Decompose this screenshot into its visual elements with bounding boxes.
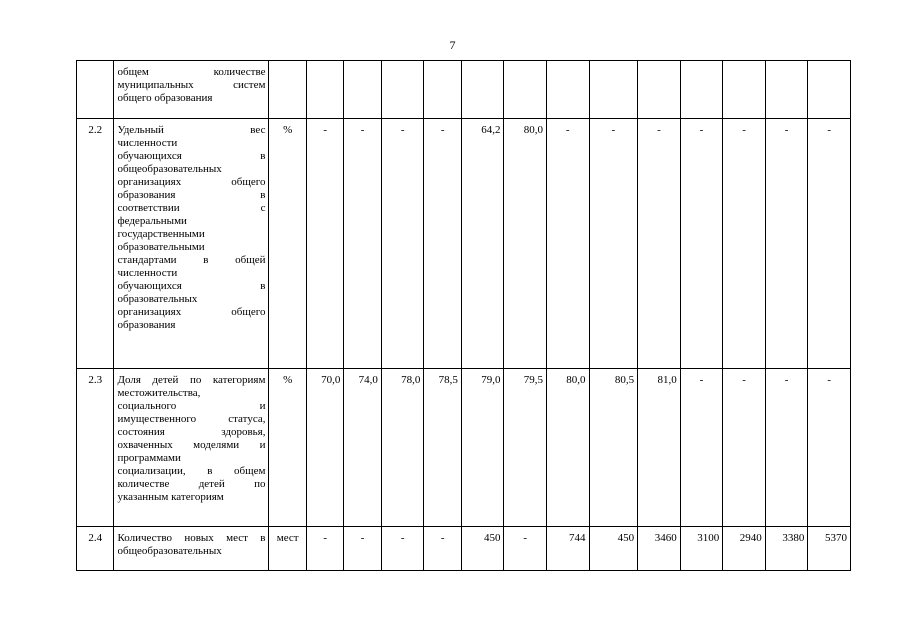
value-cell: 450 [461,527,504,571]
value-cell: - [424,119,461,369]
value-cell: 3460 [638,527,681,571]
row-number: 2.4 [77,527,114,571]
description-line: общего образования [117,92,213,104]
value-cell: - [344,119,381,369]
description-line: местожительства, [117,387,201,399]
value-cell: - [808,369,851,527]
value-cell: - [765,119,808,369]
value-cell: - [344,527,381,571]
unit: % [269,369,306,527]
value-cell: - [765,369,808,527]
value-cell: 78,5 [424,369,461,527]
row-number [77,61,114,119]
value-cell: - [589,119,638,369]
unit [269,61,306,119]
description-line: Удельный вес [117,124,266,136]
table-row [77,119,851,369]
description-line: социализации, в общем [117,465,266,477]
value-cell [808,61,851,119]
value-cell: 80,0 [546,369,589,527]
value-cell: - [638,119,681,369]
description-line: образовательными [117,241,205,253]
description-line: государственными [117,228,205,240]
description-line: количестве детей по [117,478,266,490]
description-line: обучающихся в [117,280,266,292]
description-line: охваченных моделями и [117,439,266,451]
value-cell: 3100 [680,527,723,571]
value-cell: 744 [546,527,589,571]
value-cell: 79,0 [461,369,504,527]
table-row [77,61,851,119]
value-cell: - [808,119,851,369]
value-cell: 81,0 [638,369,681,527]
value-cell: 80,0 [504,119,547,369]
indicator-description [114,61,269,119]
description-line: общеобразовательных [117,163,222,175]
value-cell: 74,0 [344,369,381,527]
description-line: общем количестве [117,66,266,78]
value-cell [306,61,343,119]
value-cell [546,61,589,119]
value-cell [680,61,723,119]
description-line: численности [117,267,178,279]
value-cell: - [424,527,461,571]
description-line: общеобразовательных [117,545,222,557]
row-number: 2.3 [77,369,114,527]
description-line: обучающихся в [117,150,266,162]
value-cell [765,61,808,119]
description-line: организациях общего [117,176,266,188]
value-cell: - [680,119,723,369]
indicators-table [76,60,851,571]
value-cell [638,61,681,119]
value-cell: - [504,527,547,571]
value-cell [723,61,766,119]
description-line: численности [117,137,178,149]
value-cell: 70,0 [306,369,343,527]
description-line: стандартами в общей [117,254,266,266]
value-cell: 80,5 [589,369,638,527]
description-line: соответствии с [117,202,266,214]
value-cell: - [546,119,589,369]
value-cell: 450 [589,527,638,571]
description-line: организациях общего [117,306,266,318]
value-cell: 3380 [765,527,808,571]
value-cell: - [306,119,343,369]
value-cell [381,61,424,119]
description-line: состояния здоровья, [117,426,266,438]
description-line: социального и [117,400,266,412]
value-cell: - [680,369,723,527]
value-cell: - [723,119,766,369]
value-cell: - [306,527,343,571]
description-line: образования в [117,189,266,201]
table-row [77,527,851,571]
description-line: образования [117,319,176,331]
value-cell [424,61,461,119]
value-cell [589,61,638,119]
description-line: федеральными [117,215,187,227]
value-cell: 78,0 [381,369,424,527]
value-cell: 64,2 [461,119,504,369]
table-row [77,369,851,527]
unit: мест [269,527,306,571]
description-line: образовательных [117,293,198,305]
description-line: муниципальных систем [117,79,266,91]
value-cell: - [381,527,424,571]
description-line: программами [117,452,181,464]
value-cell: - [381,119,424,369]
indicator-description [114,119,269,369]
value-cell [504,61,547,119]
value-cell: 2940 [723,527,766,571]
value-cell [344,61,381,119]
indicator-description [114,527,269,571]
description-line: указанным категориям [117,491,224,503]
value-cell [461,61,504,119]
value-cell: 5370 [808,527,851,571]
page-number: 7 [449,38,456,52]
value-cell: - [723,369,766,527]
description-line: Доля детей по категориям [117,374,266,386]
description-line: имущественного статуса, [117,413,266,425]
row-number: 2.2 [77,119,114,369]
indicator-description [114,369,269,527]
description-line: Количество новых мест в [117,532,266,544]
unit: % [269,119,306,369]
value-cell: 79,5 [504,369,547,527]
